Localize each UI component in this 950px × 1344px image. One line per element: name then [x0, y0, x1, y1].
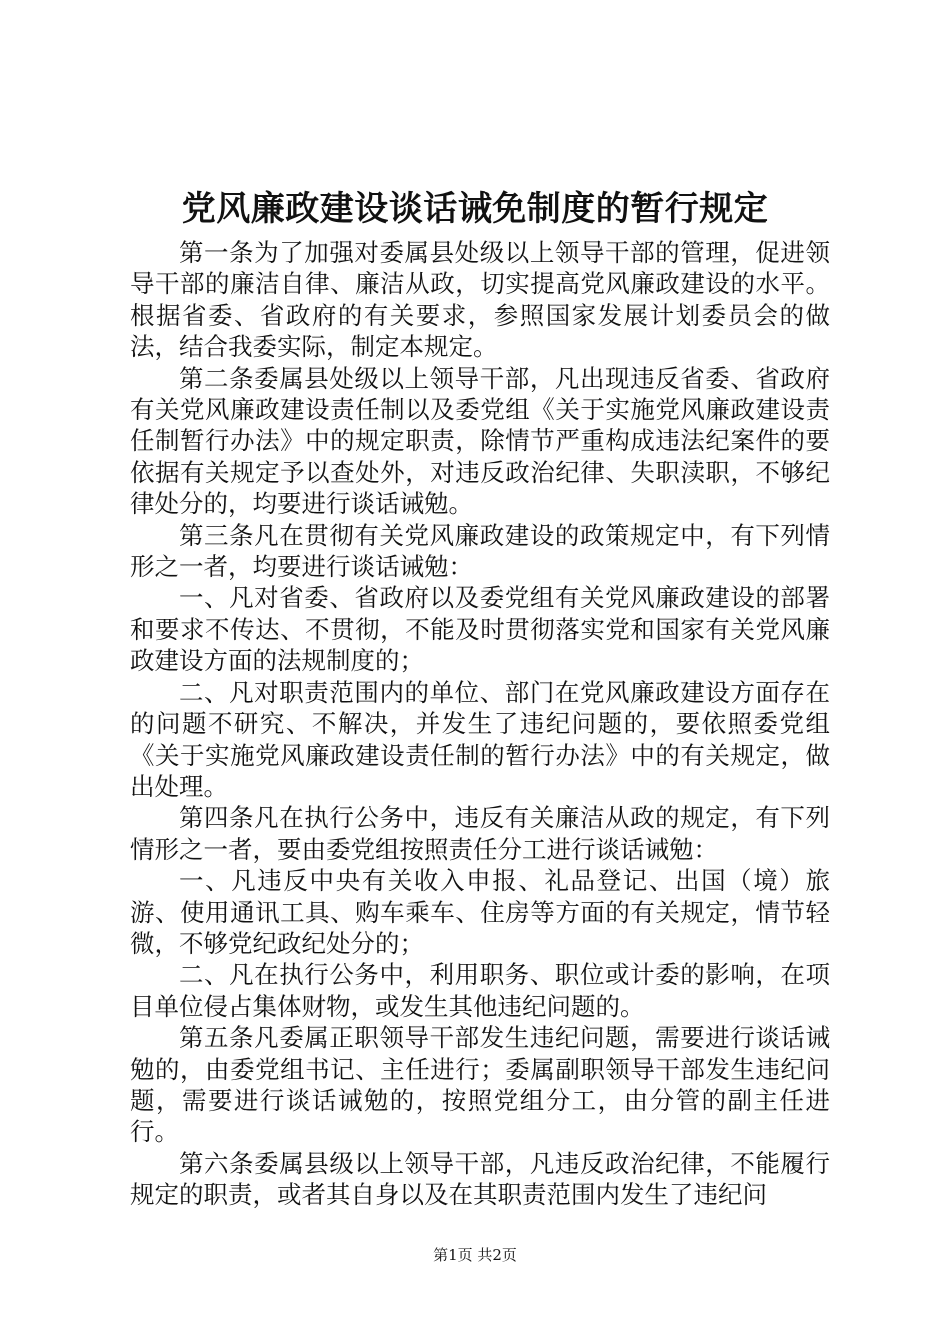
- paragraph-article-3: 第三条凡在贯彻有关党风廉政建设的政策规定中，有下列情形之一者，均要进行谈话诫勉：: [130, 520, 830, 582]
- paragraph-article-4: 第四条凡在执行公务中，违反有关廉洁从政的规定，有下列情形之一者，要由委党组按照责任分工进行谈话诫勉：: [130, 803, 830, 864]
- paragraph-article-3-item-1: 一、凡对省委、省政府以及委党组有关党风廉政建设的部署和要求不传达、不贯彻，不能及时贯彻落实党和国家有关党风廉政建设方面的法规制度的；: [130, 583, 830, 676]
- paragraph-article-2: 第二条委属县处级以上领导干部，凡出现违反省委、省政府有关党风廉政建设责任制以及委党组《关于实施党风廉政建设责任制暂行办法》中的规定职责，除情节严重构成违法纪案件的要依据有关规定予以查处外，对违反政治纪律、失职渎职，不够纪律处分的，均要进行谈话诫勉。: [130, 363, 830, 519]
- paragraph-article-3-item-2: 二、凡对职责范围内的单位、部门在党风廉政建设方面存在的问题不研究、不解决，并发生了违纪问题的，要依照委党组《关于实施党风廉政建设责任制的暂行办法》中的有关规定，做出处理。: [130, 677, 830, 801]
- paragraph-article-6: 第六条委属县级以上领导干部，凡违反政治纪律，不能履行规定的职责，或者其自身以及在其职责范围内发生了违纪问: [130, 1148, 830, 1210]
- document-body: [130, 237, 830, 1211]
- page-footer: 第1页 共2页: [433, 1246, 517, 1264]
- document-title: 党风廉政建设谈话诫免制度的暂行规定: [181, 189, 769, 229]
- paragraph-article-4-item-1: 一、凡违反中央有关收入申报、礼品登记、出国（境）旅游、使用通讯工具、购车乘车、住房等方面的有关规定，情节轻微，不够党纪政纪处分的；: [130, 866, 830, 958]
- paragraph-article-5: 第五条凡委属正职领导干部发生违纪问题，需要进行谈话诫勉的，由委党组书记、主任进行；委属副职领导干部发生违纪问题，需要进行谈话诫勉的，按照党组分工，由分管的副主任进行。: [130, 1023, 830, 1147]
- paragraph-article-4-item-2: 二、凡在执行公务中，利用职务、职位或计委的影响，在项目单位侵占集体财物，或发生其他违纪问题的。: [130, 960, 830, 1021]
- paragraph-article-1: 第一条为了加强对委属县处级以上领导干部的管理，促进领导干部的廉洁自律、廉洁从政，切实提高党风廉政建设的水平。根据省委、省政府的有关要求，参照国家发展计划委员会的做法，结合我委实际，制定本规定。: [130, 238, 830, 362]
